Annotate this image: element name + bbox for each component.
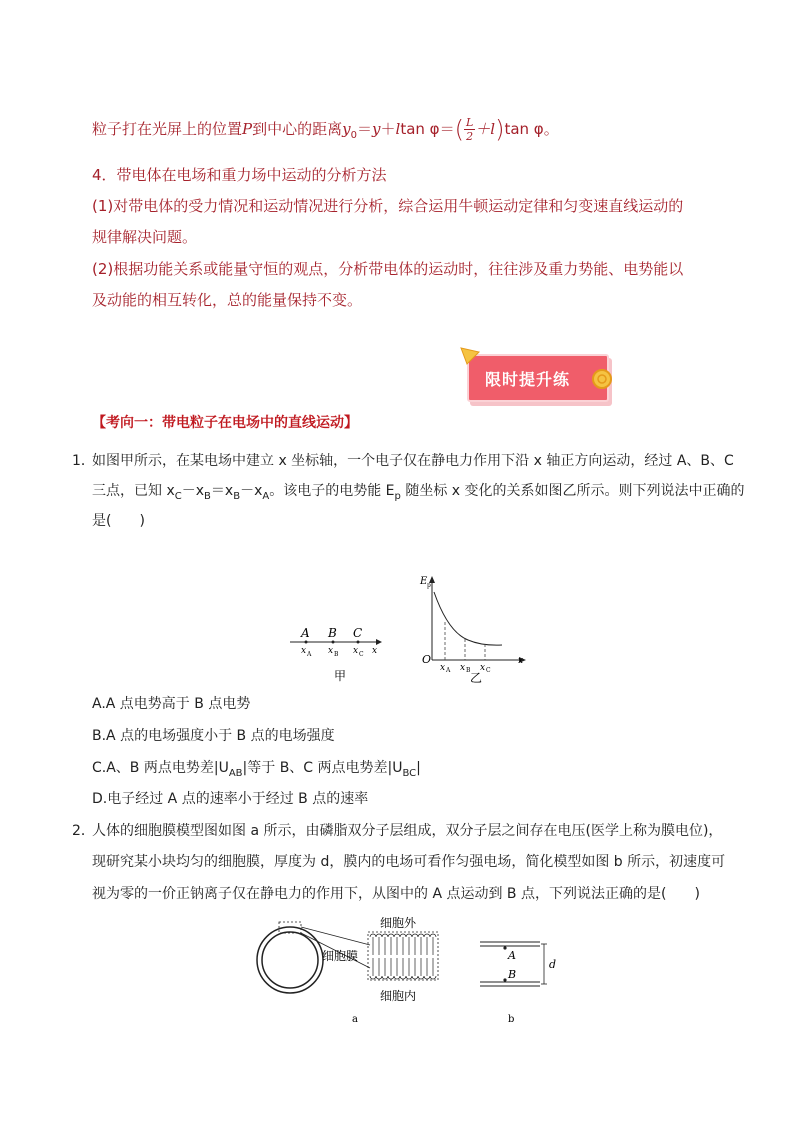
q1-line1: 如图甲所示，在某电场中建立 x 坐标轴，一个电子仅在静电力作用下沿 x 轴正方向运动，经过 A、B、C — [92, 453, 734, 469]
label-d: d — [549, 958, 557, 971]
jia-label-a: A — [301, 626, 310, 640]
point-p: P — [242, 120, 253, 138]
eq1: ＝ — [356, 120, 372, 138]
jia-tick-a-sub: A — [307, 651, 312, 658]
y0-sub: 0 — [350, 130, 357, 141]
section4-title: 4．带电体在电场和重力场中运动的分析方法 — [92, 166, 387, 184]
phospholipid-bilayer — [370, 934, 436, 979]
q1-line2-m2: －x — [240, 483, 263, 499]
fraction — [464, 116, 475, 143]
q1-line2 — [92, 478, 745, 510]
q2-line1: 人体的细胞膜模型图如图 a 所示，由磷脂双分子层组成，双分子层之间存在电压(医学上称为膜电位)， — [92, 823, 723, 839]
label-a: A — [508, 949, 516, 962]
formula-mid: 到中心的距离 — [252, 120, 343, 138]
figure-jia — [286, 620, 386, 690]
q1-line3: 是( ) — [92, 513, 145, 529]
option-c[interactable] — [92, 755, 421, 787]
cell-inner-circle — [262, 932, 318, 988]
badge-corner-icon — [459, 346, 481, 368]
option-b[interactable]: B.A 点的电场强度小于 B 点的电场强度 — [92, 728, 335, 744]
practice-badge — [467, 354, 609, 402]
yi-tick-a-sub: A — [446, 667, 451, 674]
q1-number: 1． — [72, 453, 95, 469]
p1-line1: (1)对带电体的受力情况和运动情况进行分析，综合运用牛顿运动定律和匀变速直线运动的 — [92, 197, 684, 215]
jia-point-a — [305, 641, 308, 644]
option-c-sub1: AB — [228, 767, 243, 779]
p2-line2: 及动能的相互转化，总的能量保持不变。 — [92, 291, 363, 309]
yi-tick-a: x — [440, 663, 446, 673]
label-outside: 细胞外 — [380, 916, 417, 930]
label-inside: 细胞内 — [380, 989, 417, 1003]
y-symbol: y — [372, 120, 381, 138]
yi-tick-b-sub: B — [466, 667, 471, 674]
jia-point-c — [357, 641, 360, 644]
figure-b — [472, 930, 572, 1030]
q1-line2-eq: ＝x — [210, 483, 234, 499]
jia-point-b — [332, 641, 335, 644]
tan-phi-end: tan φ。 — [504, 120, 559, 138]
q2-line2: 现研究某小块均匀的细胞膜，厚度为 d，膜内的电场可看作匀强电场，简化模型如图 b 所示，初速度可 — [92, 854, 726, 870]
q1-line2-rest: 。该电子的电势能 E — [269, 483, 395, 499]
option-c-mid: |等于 B、C 两点电势差|U — [242, 760, 403, 776]
q1-line2-a: 三点，已知 x — [92, 483, 175, 499]
option-a[interactable]: A.A 点电势高于 B 点电势 — [92, 696, 251, 712]
plus: ＋ — [380, 120, 396, 138]
yi-curve — [434, 592, 502, 645]
jia-caption: 甲 — [334, 669, 347, 683]
l-symbol: l — [395, 120, 401, 138]
sub-a: A — [262, 490, 270, 502]
p2-line1: (2)根据功能关系或能量守恒的观点，分析带电体的运动时，往往涉及重力势能、电势能以 — [92, 260, 684, 278]
jia-tick-c-sub: C — [359, 651, 364, 658]
jia-axis-label: x — [372, 646, 378, 656]
frac-num: L — [465, 116, 474, 129]
jia-tick-b-sub: B — [334, 651, 339, 658]
yi-y-label-sub: p — [427, 582, 431, 589]
sub-p: p — [394, 490, 401, 502]
yi-tick-c-sub: C — [486, 667, 491, 674]
label-b: B — [508, 968, 517, 981]
jia-tick-b: x — [328, 646, 334, 656]
yi-origin: O — [422, 653, 432, 666]
sub-b2: B — [233, 490, 241, 502]
yi-x-label: x — [518, 656, 524, 666]
jia-label-b: B — [328, 626, 337, 640]
q1-line2-m: －x — [181, 483, 205, 499]
formula-prefix: 粒子打在光屏上的位置 — [92, 120, 243, 138]
p1-line2: 规律解决问题。 — [92, 228, 198, 246]
plus-l: ＋l — [475, 120, 496, 138]
option-c-pre: C.A、B 两点电势差|U — [92, 760, 229, 776]
option-c-end: | — [416, 760, 421, 776]
frac-den: 2 — [466, 130, 474, 143]
section-heading: 【考向一：带电粒子在电场中的直线运动】 — [92, 415, 358, 431]
jia-tick-c: x — [353, 646, 359, 656]
option-d[interactable]: D.电子经过 A 点的速率小于经过 B 点的速率 — [92, 791, 369, 807]
y0-symbol: y — [342, 120, 351, 138]
point-a — [503, 946, 506, 949]
yi-tick-c: x — [480, 663, 486, 673]
badge-label: 限时提升练 — [485, 370, 571, 389]
sub-c: C — [174, 490, 182, 502]
label-membrane: 细胞膜 — [322, 949, 359, 963]
yi-tick-b: x — [460, 663, 466, 673]
q2-number: 2． — [72, 823, 95, 839]
point-b — [503, 978, 506, 981]
yi-y-label: E — [420, 576, 428, 587]
figure-yi — [390, 570, 530, 688]
jia-tick-a: x — [301, 646, 307, 656]
option-c-sub2: BC — [402, 767, 417, 779]
jia-label-c: C — [353, 626, 363, 640]
tan-phi: tan φ — [400, 120, 440, 138]
yi-caption: 乙 — [470, 671, 483, 685]
badge-coin-icon — [591, 368, 613, 390]
eq2: ＝ — [439, 120, 455, 138]
figb-caption: b — [508, 1014, 515, 1025]
cell-outer-circle — [257, 927, 323, 993]
jia-arrow-icon — [376, 639, 382, 645]
q2-line3: 视为零的一价正钠离子仅在静电力的作用下，从图中的 A 点运动到 B 点，下列说法正确的是( ) — [92, 886, 700, 902]
figure-a — [250, 910, 450, 1030]
sub-b: B — [204, 490, 211, 502]
q1-line2-tail: 随坐标 x 变化的关系如图乙所示。则下列说法中正确的 — [400, 483, 745, 499]
figa-caption: a — [352, 1014, 358, 1025]
formula-line: 粒子打在光屏上的位置P到中心的距离$y_0=y+ltan$ φ＝( $\frac{L}{2}$ ＋l)tan φ。 — [92, 115, 559, 144]
